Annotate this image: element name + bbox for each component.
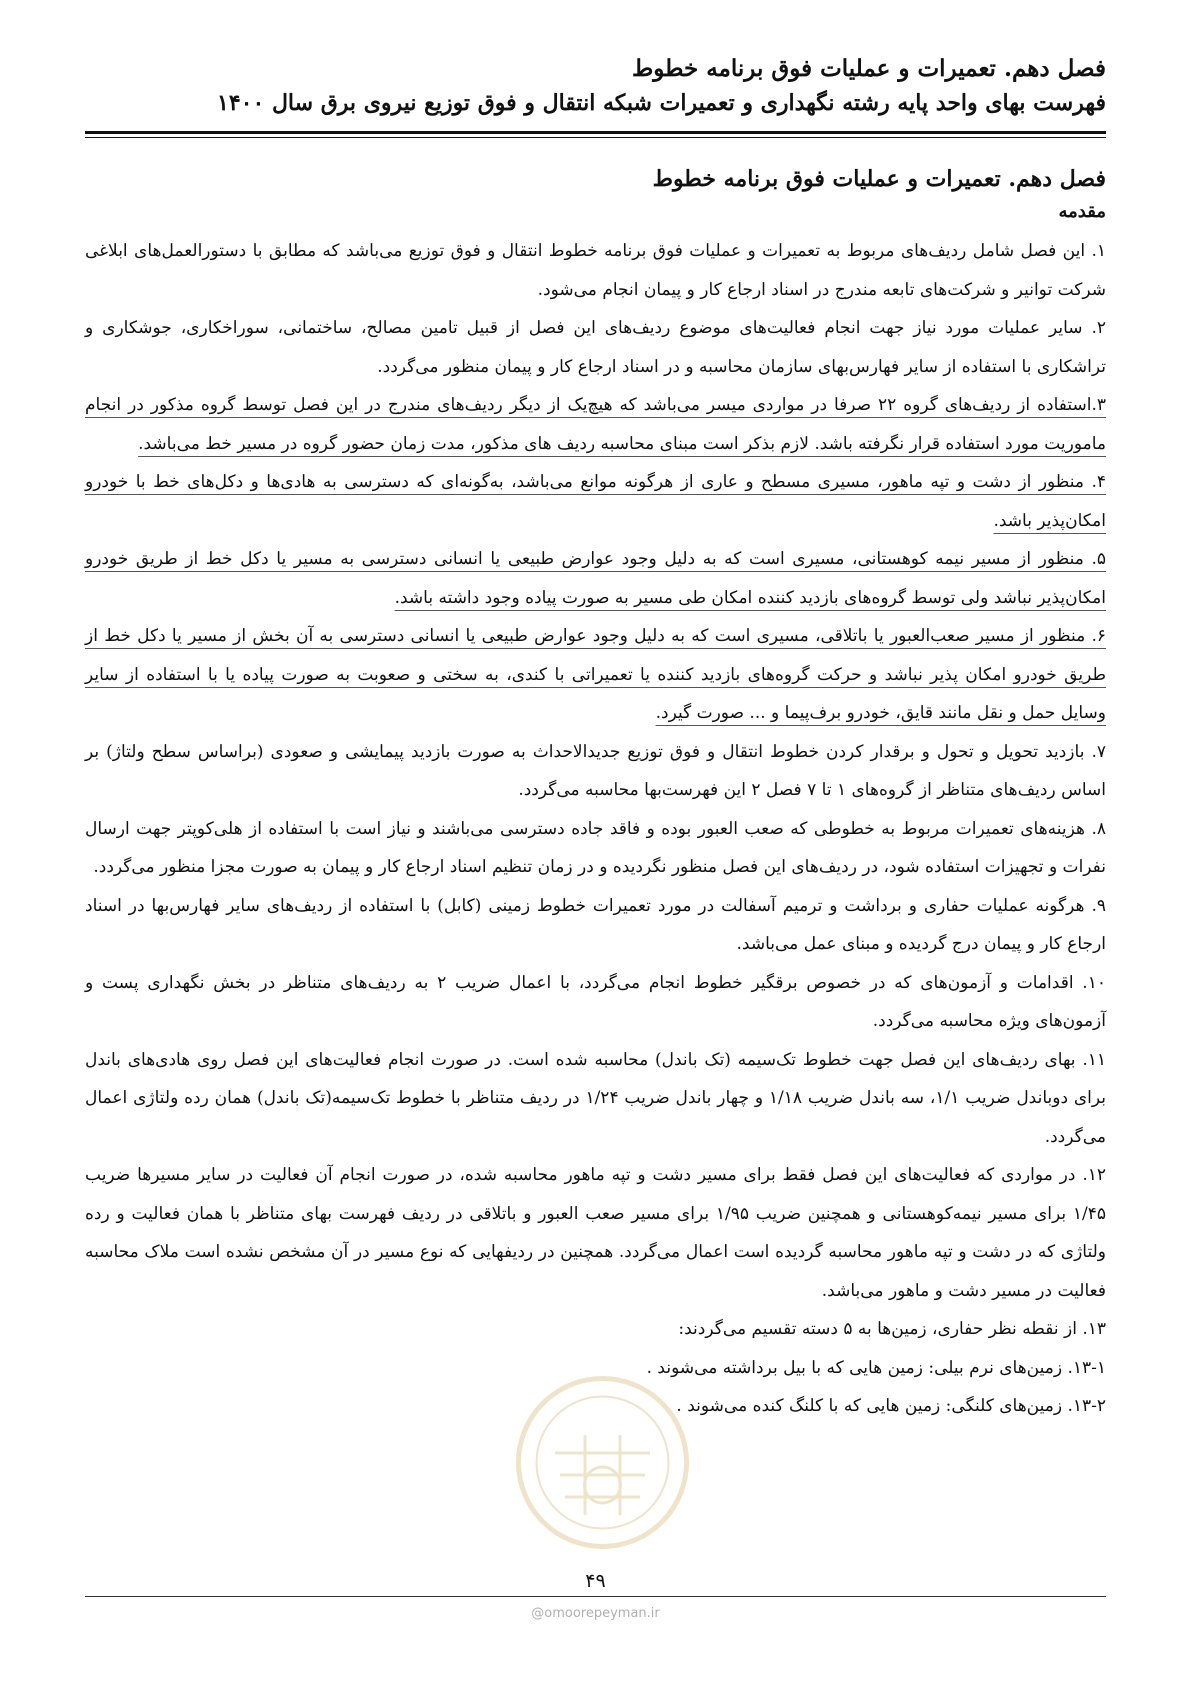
page-header xyxy=(85,52,1106,120)
section-subtitle: مقدمه xyxy=(1058,201,1106,222)
header-rule-thick xyxy=(85,131,1106,134)
paragraph-11: ۱۱. بهای ردیف‌های این فصل جهت خطوط تک‌سیمه (تک باندل) محاسبه شده است. در صورت انجام فعالیت‌های این فصل روی هادی‌های باندل برای دوباندل ضریب ۱/۱، سه باندل ضریب ۱/۱۸ و چهار باندل ضریب ۱/۲۴ در ردیف متناظر با خطوط تک‌سیمه(تک باندل) همان رده ولتاژی اعمال می‌گردد. xyxy=(85,1049,1106,1147)
paragraph-4: ۴. منظور از دشت و تپه ماهور، مسیری مسطح و عاری از هرگونه موانع می‌باشد، به‌گونه‌ای که دسترسی به هادی‌ها و دکل‌های خط با خودرو امکان‌پذیر باشد. xyxy=(85,472,1106,531)
paragraph-13: ۱۳. از نقطه نظر حفاری، زمین‌ها به ۵ دسته تقسیم می‌گردند: xyxy=(678,1319,1106,1339)
seal-stamp-icon xyxy=(515,1375,690,1550)
paragraph-1: ۱. این فصل شامل ردیف‌های مربوط به تعمیرات و عملیات فوق برنامه خطوط انتقال و فوق توزیع می‌باشد که مطابق با دستورالعمل‌های ابلاغی شرکت توانیر و شرکت‌های تابعه مندرج در اسناد ارجاع کار و پیمان انجام می‌شود. xyxy=(85,241,1106,300)
header-rule-thin xyxy=(85,137,1106,138)
paragraph-3: ۳.استفاده از ردیف‌های گروه ۲۲ صرفا در مواردی میسر می‌باشد که هیچ‌یک از دیگر ردیف‌های مندرج در این فصل توسط گروه مذکور در انجام ماموریت مورد استفاده قرار نگرفته باشد. لازم بذکر است مبنای محاسبه ردیف های مذکور، مدت زمان حضور گروه در مسیر خط می‌باشد. xyxy=(85,395,1106,454)
page-content xyxy=(85,162,1106,1426)
header-chapter-title: فصل دهم. تعمیرات و عملیات فوق برنامه خطوط xyxy=(631,55,1106,82)
page-number: ۴۹ xyxy=(585,1570,606,1592)
paragraph-2: ۲. سایر عملیات مورد نیاز جهت انجام فعالیت‌های موضوع ردیف‌های این فصل از قبیل تامین مصالح، ساختمانی، سوراخکاری، جوشکاری و تراشکاری با استفاده از سایر فهارس‌بهای سازمان محاسبه و در اسناد ارجاع کار و پیمان منظور می‌گردد. xyxy=(85,318,1106,377)
paragraph-9: ۹. هرگونه عملیات حفاری و برداشت و ترمیم آسفالت در مورد تعمیرات خطوط زمینی (کابل) با استفاده از ردیف‌های سایر فهارس‌بها در اسناد ارجاع کار و پیمان درج گردیده و مبنای عمل می‌باشد. xyxy=(85,895,1106,954)
paragraph-8: ۸. هزینه‌های تعمیرات مربوط به خطوطی که صعب العبور بوده و فاقد جاده دسترسی می‌باشند و نیاز است با استفاده از هلی‌کوپتر جهت ارسال نفرات و تجهیزات استفاده شود، در ردیف‌های این فصل منظور نگردیده و در زمان تنظیم اسناد ارجاع کار و پیمان به صورت مجزا منظور می‌گردد. xyxy=(85,818,1106,877)
paragraph-5: ۵. منظور از مسیر نیمه کوهستانی، مسیری است که به دلیل وجود عوارض طبیعی یا انسانی دسترسی به مسیر یا دکل خط از طریق خودرو امکان‌پذیر نباشد ولی توسط گروه‌های بازدید کننده امکان طی مسیر به صورت پیاده وجود داشته باشد. xyxy=(85,549,1106,608)
paragraph-13-2: ۱۳-۲. زمین‌های کلنگی: زمین هایی که با کلنگ کنده می‌شوند . xyxy=(676,1396,1106,1416)
paragraph-12: ۱۲. در مواردی که فعالیت‌های این فصل فقط برای مسیر دشت و تپه ماهور محاسبه شده، در صورت انجام آن فعالیت در سایر مسیرها ضریب ۱/۴۵ برای مسیر نیمه‌کوهستانی و همچنین ضریب ۱/۹۵ برای مسیر صعب العبور و باتلاقی در ردیف فهرست بهای متناظر با همان فعالیت و رده ولتاژی که در دشت و تپه ماهور محاسبه گردیده است اعمال می‌گردد. همچنین در ردیفهایی که نوع مسیر در آن مشخص نشده است ملاک محاسبه فعالیت در مسیر دشت و ماهور می‌باشد. xyxy=(85,1165,1106,1301)
paragraph-10: ۱۰. اقدامات و آزمون‌های که در خصوص برقگیر خطوط انجام می‌گردد، با اعمال ضریب ۲ به ردیف‌های متناظر در بخش نگهداری پست و آزمون‌های ویژه محاسبه می‌گردد. xyxy=(85,972,1106,1031)
footer-rule xyxy=(85,1596,1106,1597)
paragraph-6: ۶. منظور از مسیر صعب‌العبور یا باتلاقی، مسیری است که به دلیل وجود عوارض طبیعی یا انسانی دسترسی به آن بخش از مسیر یا دکل خط از طریق خودرو امکان پذیر نباشد و حرکت گروه‌های بازدید کننده یا تعمیراتی با کندی، به سختی و صعوبت به صورت پیاده یا با استفاده از سایر وسایل حمل و نقل مانند قایق، خودرو برف‌پیما و ... صورت گیرد. xyxy=(85,626,1106,723)
paragraph-7: ۷. بازدید تحویل و تحول و برقدار کردن خطوط انتقال و فوق توزیع جدیدالاحداث به صورت بازدید پیمایشی و صعودی (براساس سطح ولتاژ) بر اساس ردیف‌های متناظر از گروه‌های ۱ تا ۷ فصل ۲ این فهرست‌بها محاسبه می‌گردد. xyxy=(85,741,1106,800)
header-document-title: فهرست بهای واحد پایه رشته نگهداری و تعمیرات شبکه انتقال و فوق توزیع نیروی برق سال ۱۴۰۰ xyxy=(217,90,1106,116)
footer-watermark: @omoorepeyman.ir xyxy=(531,1606,660,1621)
paragraph-13-1: ۱۳-۱. زمین‌های نرم بیلی: زمین هایی که با بیل برداشته می‌شوند . xyxy=(646,1357,1106,1378)
section-title: فصل دهم. تعمیرات و عملیات فوق برنامه خطوط xyxy=(652,166,1106,192)
